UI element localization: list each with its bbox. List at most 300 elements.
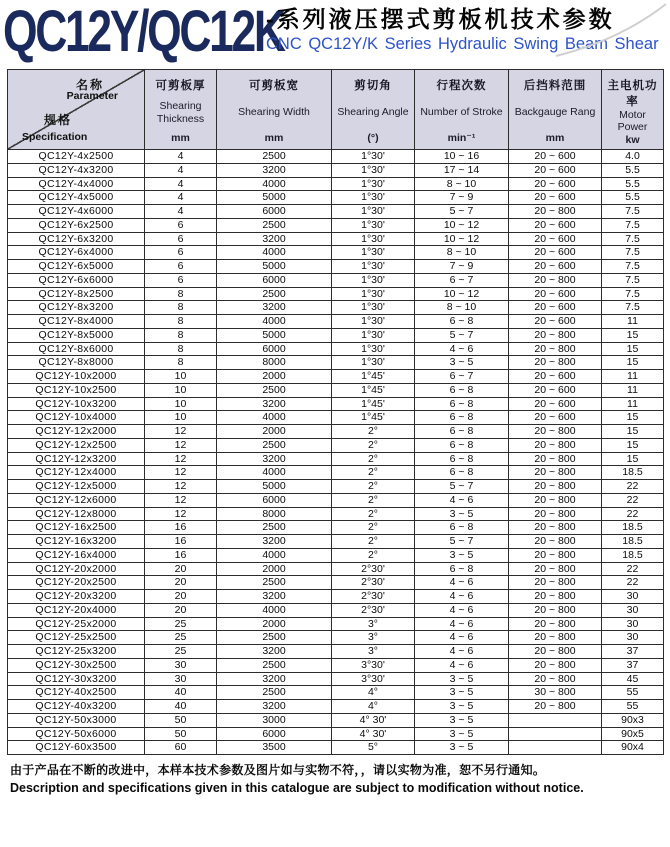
cell-angle: 4° (332, 700, 415, 714)
cell-width: 3200 (217, 397, 332, 411)
cell-stroke: 10 ~ 12 (415, 287, 509, 301)
cell-angle: 3°30' (332, 658, 415, 672)
cell-angle: 1°30' (332, 232, 415, 246)
cell-thickness: 8 (145, 342, 217, 356)
cell-width: 6000 (217, 342, 332, 356)
cell-stroke: 4 ~ 6 (415, 493, 509, 507)
cell-thickness: 8 (145, 315, 217, 329)
column-unit: mm (264, 132, 284, 144)
table-row (8, 672, 664, 686)
cell-power: 15 (602, 438, 664, 452)
cell-power: 11 (602, 383, 664, 397)
table-row (8, 273, 664, 287)
cell-stroke: 17 ~ 14 (415, 163, 509, 177)
cell-angle: 2° (332, 521, 415, 535)
cell-power: 15 (602, 356, 664, 370)
cell-angle: 2° (332, 425, 415, 439)
cell-backgauge: 20 ~ 600 (509, 232, 602, 246)
cell-angle: 3° (332, 617, 415, 631)
cell-power: 22 (602, 493, 664, 507)
cell-model: QC12Y-12x2500 (8, 438, 145, 452)
cell-width: 2500 (217, 576, 332, 590)
cell-thickness: 16 (145, 521, 217, 535)
cell-power: 45 (602, 672, 664, 686)
cell-width: 3200 (217, 645, 332, 659)
cell-backgauge: 20 ~ 800 (509, 452, 602, 466)
cell-angle: 1°30' (332, 246, 415, 260)
table-row (8, 438, 664, 452)
cell-model: QC12Y-25x3200 (8, 645, 145, 659)
cell-thickness: 30 (145, 658, 217, 672)
cell-backgauge: 20 ~ 600 (509, 301, 602, 315)
cell-backgauge: 20 ~ 800 (509, 466, 602, 480)
cell-width: 3200 (217, 232, 332, 246)
cell-backgauge: 20 ~ 800 (509, 480, 602, 494)
cell-backgauge (509, 727, 602, 741)
cell-model: QC12Y-12x6000 (8, 493, 145, 507)
table-row (8, 218, 664, 232)
table-row (8, 287, 664, 301)
cell-stroke: 4 ~ 6 (415, 576, 509, 590)
cell-power: 18.5 (602, 535, 664, 549)
table-row (8, 548, 664, 562)
cell-angle: 1°30' (332, 273, 415, 287)
table-row (8, 507, 664, 521)
cell-stroke: 3 ~ 5 (415, 356, 509, 370)
cell-backgauge: 20 ~ 800 (509, 658, 602, 672)
table-row (8, 617, 664, 631)
cell-width: 3500 (217, 741, 332, 755)
cell-backgauge: 20 ~ 600 (509, 260, 602, 274)
corner-parameter-label-cn: 名称 (75, 78, 104, 92)
cell-stroke: 4 ~ 6 (415, 342, 509, 356)
table-row (8, 452, 664, 466)
cell-thickness: 8 (145, 328, 217, 342)
cell-angle: 4° 30' (332, 727, 415, 741)
cell-angle: 2° (332, 493, 415, 507)
corner-header-cell (8, 70, 145, 150)
cell-backgauge: 20 ~ 600 (509, 397, 602, 411)
cell-width: 2500 (217, 218, 332, 232)
cell-power: 11 (602, 315, 664, 329)
cell-model: QC12Y-10x3200 (8, 397, 145, 411)
cell-width: 3200 (217, 672, 332, 686)
cell-power: 15 (602, 411, 664, 425)
cell-power: 5.5 (602, 177, 664, 191)
column-title-cn: 主电机功率 (607, 80, 658, 108)
column-header-4 (509, 70, 602, 150)
cell-thickness: 4 (145, 191, 217, 205)
header-row (8, 70, 664, 150)
table-row (8, 741, 664, 755)
table-row (8, 301, 664, 315)
cell-backgauge: 20 ~ 600 (509, 370, 602, 384)
cell-stroke: 4 ~ 6 (415, 658, 509, 672)
cell-backgauge: 20 ~ 800 (509, 521, 602, 535)
table-row (8, 342, 664, 356)
cell-model: QC12Y-4x3200 (8, 163, 145, 177)
cell-stroke: 5 ~ 7 (415, 328, 509, 342)
cell-angle: 3° (332, 631, 415, 645)
cell-thickness: 4 (145, 163, 217, 177)
cell-model: QC12Y-4x6000 (8, 205, 145, 219)
cell-angle: 1°30' (332, 315, 415, 329)
cell-stroke: 10 ~ 16 (415, 150, 509, 164)
cell-angle: 1°45' (332, 383, 415, 397)
table-row (8, 590, 664, 604)
corner-swoosh-decoration (550, 0, 670, 58)
cell-width: 5000 (217, 191, 332, 205)
cell-backgauge: 20 ~ 800 (509, 603, 602, 617)
cell-width: 3200 (217, 700, 332, 714)
cell-angle: 1°45' (332, 411, 415, 425)
cell-power: 15 (602, 328, 664, 342)
cell-angle: 2°30' (332, 562, 415, 576)
table-row (8, 356, 664, 370)
cell-thickness: 30 (145, 672, 217, 686)
cell-backgauge: 20 ~ 800 (509, 535, 602, 549)
cell-model: QC12Y-4x5000 (8, 191, 145, 205)
cell-power: 7.5 (602, 287, 664, 301)
cell-power: 5.5 (602, 191, 664, 205)
cell-width: 4000 (217, 548, 332, 562)
cell-backgauge: 20 ~ 800 (509, 438, 602, 452)
cell-thickness: 12 (145, 452, 217, 466)
cell-backgauge: 20 ~ 800 (509, 273, 602, 287)
cell-thickness: 50 (145, 727, 217, 741)
cell-backgauge: 20 ~ 600 (509, 218, 602, 232)
cell-backgauge: 20 ~ 800 (509, 576, 602, 590)
cell-thickness: 25 (145, 617, 217, 631)
cell-backgauge (509, 713, 602, 727)
cell-angle: 1°30' (332, 328, 415, 342)
cell-angle: 2° (332, 535, 415, 549)
table-row (8, 658, 664, 672)
cell-model: QC12Y-6x4000 (8, 246, 145, 260)
cell-model: QC12Y-25x2000 (8, 617, 145, 631)
cell-model: QC12Y-4x4000 (8, 177, 145, 191)
cell-power: 11 (602, 370, 664, 384)
cell-angle: 2° (332, 438, 415, 452)
cell-thickness: 20 (145, 590, 217, 604)
cell-thickness: 4 (145, 150, 217, 164)
cell-thickness: 6 (145, 260, 217, 274)
cell-width: 3200 (217, 535, 332, 549)
cell-backgauge: 20 ~ 800 (509, 631, 602, 645)
cell-model: QC12Y-6x6000 (8, 273, 145, 287)
cell-power: 7.5 (602, 232, 664, 246)
cell-power: 11 (602, 397, 664, 411)
column-title-cn: 可剪板宽 (249, 80, 299, 92)
cell-angle: 2° (332, 466, 415, 480)
table-row (8, 603, 664, 617)
cell-model: QC12Y-12x4000 (8, 466, 145, 480)
cell-power: 4.0 (602, 150, 664, 164)
cell-model: QC12Y-12x5000 (8, 480, 145, 494)
cell-backgauge: 20 ~ 800 (509, 562, 602, 576)
page-title-chinese: -系列液压摆式剪板机技术参数 (266, 6, 615, 32)
column-title-cn: 可剪板厚 (155, 80, 206, 92)
cell-backgauge: 20 ~ 800 (509, 548, 602, 562)
cell-backgauge: 20 ~ 600 (509, 411, 602, 425)
cell-thickness: 4 (145, 205, 217, 219)
cell-backgauge: 20 ~ 800 (509, 590, 602, 604)
cell-width: 6000 (217, 727, 332, 741)
cell-width: 2000 (217, 617, 332, 631)
cell-model: QC12Y-40x3200 (8, 700, 145, 714)
page-header (0, 0, 670, 69)
cell-model: QC12Y-30x3200 (8, 672, 145, 686)
table-row (8, 480, 664, 494)
cell-thickness: 12 (145, 507, 217, 521)
cell-width: 2500 (217, 287, 332, 301)
cell-model: QC12Y-12x2000 (8, 425, 145, 439)
cell-stroke: 8 ~ 10 (415, 177, 509, 191)
cell-thickness: 25 (145, 631, 217, 645)
disclaimer-english: Description and specifications given in this catalogue are subject to modification without notice. (10, 781, 584, 795)
cell-backgauge: 20 ~ 800 (509, 617, 602, 631)
cell-angle: 2° (332, 452, 415, 466)
cell-stroke: 4 ~ 6 (415, 603, 509, 617)
cell-power: 30 (602, 617, 664, 631)
page-footer (10, 761, 670, 795)
cell-model: QC12Y-12x8000 (8, 507, 145, 521)
cell-thickness: 8 (145, 301, 217, 315)
cell-width: 3200 (217, 301, 332, 315)
column-header-0 (145, 70, 217, 150)
cell-thickness: 40 (145, 686, 217, 700)
cell-width: 2500 (217, 383, 332, 397)
cell-stroke: 6 ~ 8 (415, 438, 509, 452)
cell-backgauge: 20 ~ 600 (509, 287, 602, 301)
cell-stroke: 6 ~ 7 (415, 273, 509, 287)
cell-angle: 2°30' (332, 590, 415, 604)
cell-thickness: 12 (145, 425, 217, 439)
corner-specification-label-cn: 规格 (44, 113, 73, 127)
cell-thickness: 40 (145, 700, 217, 714)
cell-thickness: 6 (145, 218, 217, 232)
cell-stroke: 4 ~ 6 (415, 645, 509, 659)
column-header-1 (217, 70, 332, 150)
column-title-en: Backgauge Rang (514, 106, 596, 119)
cell-width: 3000 (217, 713, 332, 727)
cell-stroke: 4 ~ 6 (415, 631, 509, 645)
cell-model: QC12Y-25x2500 (8, 631, 145, 645)
cell-stroke: 3 ~ 5 (415, 672, 509, 686)
cell-thickness: 20 (145, 562, 217, 576)
cell-width: 4000 (217, 315, 332, 329)
cell-power: 30 (602, 603, 664, 617)
column-title-en: Shearing Angle (337, 106, 409, 119)
cell-power: 90x4 (602, 741, 664, 755)
cell-width: 8000 (217, 356, 332, 370)
cell-width: 2500 (217, 438, 332, 452)
cell-stroke: 6 ~ 8 (415, 315, 509, 329)
cell-width: 2000 (217, 370, 332, 384)
cell-stroke: 3 ~ 5 (415, 713, 509, 727)
cell-width: 3200 (217, 452, 332, 466)
cell-width: 2500 (217, 631, 332, 645)
cell-stroke: 3 ~ 5 (415, 686, 509, 700)
cell-stroke: 10 ~ 12 (415, 218, 509, 232)
cell-model: QC12Y-16x3200 (8, 535, 145, 549)
corner-parameter-label-en: Parameter (66, 90, 118, 102)
table-row (8, 713, 664, 727)
cell-power: 22 (602, 480, 664, 494)
cell-model: QC12Y-10x2500 (8, 383, 145, 397)
cell-model: QC12Y-60x3500 (8, 741, 145, 755)
brand-title: QC12Y/QC12K (3, 0, 284, 65)
cell-width: 2500 (217, 686, 332, 700)
column-header-5 (602, 70, 664, 150)
cell-thickness: 10 (145, 370, 217, 384)
cell-power: 18.5 (602, 548, 664, 562)
cell-stroke: 3 ~ 5 (415, 727, 509, 741)
column-title-cn: 行程次数 (436, 80, 487, 92)
table-row (8, 466, 664, 480)
cell-power: 30 (602, 631, 664, 645)
column-title-cn: 后挡料范围 (523, 80, 587, 92)
cell-power: 7.5 (602, 260, 664, 274)
cell-model: QC12Y-20x3200 (8, 590, 145, 604)
table-row (8, 397, 664, 411)
cell-width: 2000 (217, 562, 332, 576)
table-row (8, 521, 664, 535)
table-row (8, 328, 664, 342)
cell-width: 4000 (217, 411, 332, 425)
cell-power: 55 (602, 686, 664, 700)
column-title-en: Number of Stroke (420, 106, 503, 119)
column-unit: kw (625, 133, 640, 146)
corner-specification-label-en: Specification (22, 131, 88, 143)
cell-power: 90x3 (602, 713, 664, 727)
cell-angle: 3° (332, 645, 415, 659)
table-row (8, 493, 664, 507)
column-title-en: Motor Power (617, 109, 648, 134)
cell-angle: 1°30' (332, 218, 415, 232)
cell-width: 3200 (217, 163, 332, 177)
column-unit: mm (171, 132, 190, 144)
cell-model: QC12Y-8x3200 (8, 301, 145, 315)
page-subtitle-english: CNC QC12Y/K Series Hydraulic Swing Beam Shear (266, 35, 659, 54)
cell-power: 55 (602, 700, 664, 714)
cell-backgauge: 20 ~ 600 (509, 246, 602, 260)
cell-stroke: 6 ~ 8 (415, 383, 509, 397)
cell-model: QC12Y-20x4000 (8, 603, 145, 617)
cell-angle: 4° (332, 686, 415, 700)
cell-backgauge: 20 ~ 600 (509, 383, 602, 397)
cell-width: 2500 (217, 658, 332, 672)
cell-stroke: 6 ~ 8 (415, 425, 509, 439)
cell-width: 4000 (217, 466, 332, 480)
table-row (8, 645, 664, 659)
cell-stroke: 8 ~ 10 (415, 246, 509, 260)
cell-stroke: 5 ~ 7 (415, 480, 509, 494)
cell-stroke: 5 ~ 7 (415, 535, 509, 549)
table-row (8, 150, 664, 164)
cell-width: 2500 (217, 150, 332, 164)
table-row (8, 191, 664, 205)
cell-model: QC12Y-8x6000 (8, 342, 145, 356)
cell-width: 4000 (217, 177, 332, 191)
cell-model: QC12Y-6x5000 (8, 260, 145, 274)
cell-backgauge: 20 ~ 800 (509, 425, 602, 439)
cell-model: QC12Y-8x4000 (8, 315, 145, 329)
cell-backgauge: 20 ~ 800 (509, 700, 602, 714)
cell-power: 15 (602, 425, 664, 439)
cell-width: 8000 (217, 507, 332, 521)
cell-backgauge: 20 ~ 800 (509, 342, 602, 356)
cell-model: QC12Y-10x2000 (8, 370, 145, 384)
cell-thickness: 4 (145, 177, 217, 191)
cell-model: QC12Y-20x2500 (8, 576, 145, 590)
cell-angle: 1°45' (332, 397, 415, 411)
cell-width: 5000 (217, 328, 332, 342)
cell-stroke: 3 ~ 5 (415, 700, 509, 714)
cell-thickness: 10 (145, 397, 217, 411)
spec-table-body (8, 150, 664, 755)
cell-model: QC12Y-8x2500 (8, 287, 145, 301)
cell-angle: 2° (332, 548, 415, 562)
cell-angle: 2° (332, 480, 415, 494)
cell-width: 2000 (217, 425, 332, 439)
table-row (8, 163, 664, 177)
cell-thickness: 6 (145, 232, 217, 246)
cell-power: 22 (602, 562, 664, 576)
cell-power: 22 (602, 576, 664, 590)
cell-angle: 1°30' (332, 191, 415, 205)
cell-power: 90x5 (602, 727, 664, 741)
cell-stroke: 6 ~ 8 (415, 452, 509, 466)
cell-power: 5.5 (602, 163, 664, 177)
cell-stroke: 3 ~ 5 (415, 548, 509, 562)
cell-power: 22 (602, 507, 664, 521)
cell-model: QC12Y-20x2000 (8, 562, 145, 576)
column-unit: min⁻¹ (447, 132, 476, 144)
cell-width: 6000 (217, 273, 332, 287)
cell-model: QC12Y-6x2500 (8, 218, 145, 232)
cell-stroke: 7 ~ 9 (415, 260, 509, 274)
cell-model: QC12Y-12x3200 (8, 452, 145, 466)
cell-stroke: 6 ~ 7 (415, 370, 509, 384)
cell-width: 3200 (217, 590, 332, 604)
table-row (8, 686, 664, 700)
cell-width: 5000 (217, 260, 332, 274)
cell-angle: 1°30' (332, 205, 415, 219)
cell-model: QC12Y-10x4000 (8, 411, 145, 425)
cell-angle: 5° (332, 741, 415, 755)
column-unit: mm (545, 132, 565, 144)
cell-power: 37 (602, 645, 664, 659)
table-row (8, 260, 664, 274)
cell-width: 4000 (217, 603, 332, 617)
cell-thickness: 16 (145, 535, 217, 549)
cell-stroke: 3 ~ 5 (415, 507, 509, 521)
cell-angle: 3°30' (332, 672, 415, 686)
cell-power: 7.5 (602, 218, 664, 232)
cell-thickness: 8 (145, 287, 217, 301)
cell-stroke: 4 ~ 6 (415, 617, 509, 631)
table-row (8, 315, 664, 329)
cell-backgauge: 20 ~ 800 (509, 645, 602, 659)
cell-thickness: 10 (145, 383, 217, 397)
cell-thickness: 6 (145, 246, 217, 260)
table-row (8, 232, 664, 246)
cell-model: QC12Y-16x4000 (8, 548, 145, 562)
cell-angle: 1°45' (332, 370, 415, 384)
cell-angle: 1°30' (332, 356, 415, 370)
cell-power: 7.5 (602, 301, 664, 315)
